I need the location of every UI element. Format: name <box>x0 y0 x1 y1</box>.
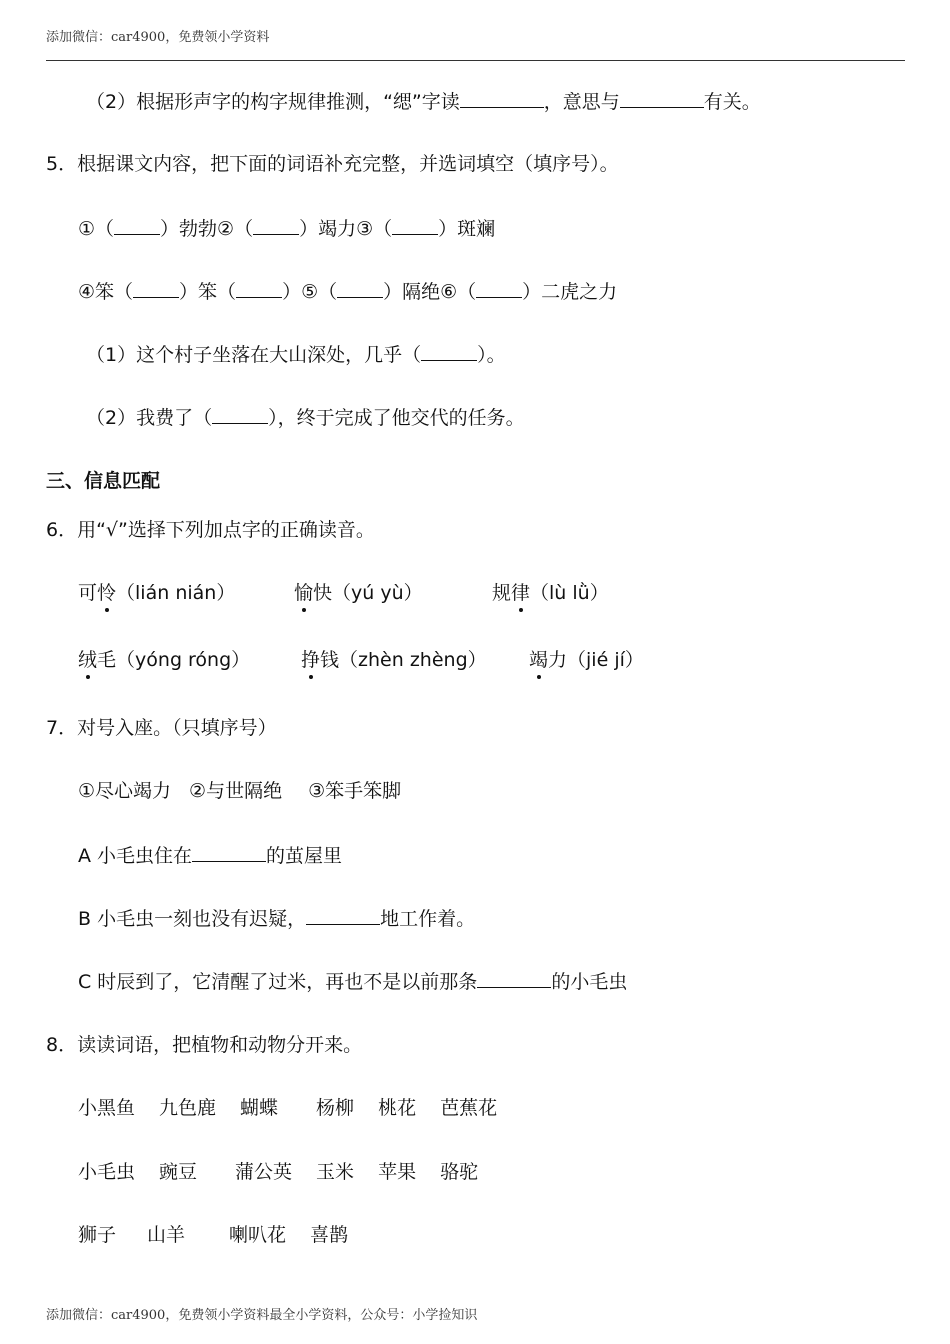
pinyin-options[interactable]: （yóng róng） <box>116 649 251 671</box>
header-divider <box>46 60 905 61</box>
answer-blank[interactable] <box>476 279 522 298</box>
q5-row1-text: ）竭力③（ <box>299 218 393 240</box>
q6-item <box>529 648 644 672</box>
q6-item <box>78 648 250 672</box>
q6-char: 毛 <box>97 649 117 671</box>
q7-sentence-b <box>78 906 475 931</box>
q6-item <box>492 581 609 605</box>
q5-row1-text: ①（ <box>78 218 115 240</box>
q5-row2-text: ）隔绝⑥（ <box>383 281 477 303</box>
q7-text: 的小毛虫 <box>551 971 628 993</box>
q7-sentence-a <box>78 843 342 868</box>
q6-item <box>301 648 487 672</box>
q8-word: 小黑鱼 <box>78 1097 136 1119</box>
q8-word-row <box>78 1223 348 1247</box>
q5-row2-text: ）⑤（ <box>282 281 338 303</box>
q8-word: 蝴蝶 <box>240 1097 279 1119</box>
q5-row2-text: ）笨（ <box>179 281 237 303</box>
q8-word: 狮子 <box>78 1224 117 1246</box>
q8-word: 喇叭花 <box>229 1224 287 1246</box>
answer-blank[interactable] <box>421 342 477 361</box>
q7-text: A 小毛虫住在 <box>78 845 193 867</box>
q5-sentence-2 <box>86 405 525 430</box>
q7-option: ③笨手笨脚 <box>308 780 402 802</box>
q5-sentence-1 <box>86 342 506 367</box>
q5-row2 <box>78 279 617 304</box>
pinyin-options[interactable]: （jié jí） <box>567 649 644 671</box>
q6-char: 钱 <box>320 649 340 671</box>
q8-word: 小毛虫 <box>78 1161 136 1183</box>
q6-item <box>294 581 423 605</box>
q7-sentence-c <box>78 969 627 994</box>
q8-word: 喜鹊 <box>310 1224 349 1246</box>
q4-sub2-text-a: （2）根据形声字的构字规律推测，“缌”字读 <box>86 91 460 113</box>
q5-title: 5．根据课文内容，把下面的词语补充完整，并选词填空（填序号）。 <box>46 153 619 175</box>
section-title: 三、信息匹配 <box>46 470 161 492</box>
answer-blank[interactable] <box>236 279 282 298</box>
q7-text: 地工作着。 <box>380 908 476 930</box>
q8-word: 山羊 <box>147 1224 186 1246</box>
pinyin-options[interactable]: （yú yù） <box>332 582 423 604</box>
answer-blank[interactable] <box>133 279 179 298</box>
q8-word: 豌豆 <box>159 1161 198 1183</box>
q7-options <box>78 779 401 803</box>
q7-text: C 时辰到了，它清醒了过米，再也不是以前那条 <box>78 971 478 993</box>
q6-title: 6．用“√”选择下列加点字的正确读音。 <box>46 519 375 541</box>
pinyin-options[interactable]: （lù lǜ） <box>530 582 609 604</box>
dotted-char: 竭 <box>529 649 549 671</box>
answer-blank[interactable] <box>620 89 704 108</box>
q6-char: 可 <box>78 582 98 604</box>
pinyin-options[interactable]: （lián nián） <box>116 582 236 604</box>
q4-sub2-text-c: 有关。 <box>703 91 761 113</box>
page-footer: 添加微信：car4900，免费领小学资料最全小学资料，公众号：小学捡知识 <box>46 1308 478 1323</box>
answer-blank[interactable] <box>337 279 383 298</box>
q5-row2-text: ④笨（ <box>78 281 134 303</box>
q7-text: B 小毛虫一刻也没有迟疑， <box>78 908 307 930</box>
answer-blank[interactable] <box>477 969 551 988</box>
q8-word: 蒲公英 <box>235 1161 293 1183</box>
q7-text: 的茧屋里 <box>266 845 343 867</box>
q8-word-row <box>78 1096 497 1120</box>
q5-row1-text: ）斑斓 <box>438 218 496 240</box>
answer-blank[interactable] <box>253 216 299 235</box>
q6-item <box>78 581 235 605</box>
dotted-char: 律 <box>511 582 531 604</box>
answer-blank[interactable] <box>192 843 266 862</box>
q8-word: 芭蕉花 <box>440 1097 498 1119</box>
q8-word: 桃花 <box>378 1097 417 1119</box>
q6-char: 快 <box>313 582 333 604</box>
q5-row1-text: ）勃勃②（ <box>160 218 254 240</box>
q5-s1-text: ）。 <box>477 344 506 366</box>
q4-sub2-text-b: ，意思与 <box>543 91 620 113</box>
q8-word-row <box>78 1160 478 1184</box>
q4-sub2 <box>86 89 761 114</box>
q5-s1-text: （1）这个村子坐落在大山深处，几乎（ <box>86 344 422 366</box>
q5-s2-text: （2）我费了（ <box>86 407 213 429</box>
q8-word: 九色鹿 <box>159 1097 217 1119</box>
dotted-char: 怜 <box>97 582 117 604</box>
dotted-char: 绒 <box>78 649 98 671</box>
q5-row2-text: ）二虎之力 <box>522 281 618 303</box>
page-header: 添加微信：car4900，免费领小学资料 <box>46 30 270 45</box>
q8-word: 苹果 <box>378 1161 417 1183</box>
q6-char: 规 <box>492 582 512 604</box>
q8-word: 玉米 <box>316 1161 355 1183</box>
q8-word: 杨柳 <box>316 1097 355 1119</box>
q7-option: ①尽心竭力 <box>78 780 172 802</box>
dotted-char: 挣 <box>301 649 321 671</box>
answer-blank[interactable] <box>212 405 268 424</box>
pinyin-options[interactable]: （zhèn zhèng） <box>339 649 487 671</box>
q8-title: 8．读读词语，把植物和动物分开来。 <box>46 1034 363 1056</box>
q6-char: 力 <box>548 649 568 671</box>
answer-blank[interactable] <box>306 906 380 925</box>
answer-blank[interactable] <box>114 216 160 235</box>
answer-blank[interactable] <box>460 89 544 108</box>
q7-option: ②与世隔绝 <box>189 780 283 802</box>
dotted-char: 愉 <box>294 582 314 604</box>
answer-blank[interactable] <box>392 216 438 235</box>
q5-s2-text: ），终于完成了他交代的任务。 <box>268 407 525 429</box>
q7-title: 7．对号入座。（只填序号） <box>46 717 277 739</box>
q8-word: 骆驼 <box>440 1161 479 1183</box>
q5-row1 <box>78 216 495 241</box>
